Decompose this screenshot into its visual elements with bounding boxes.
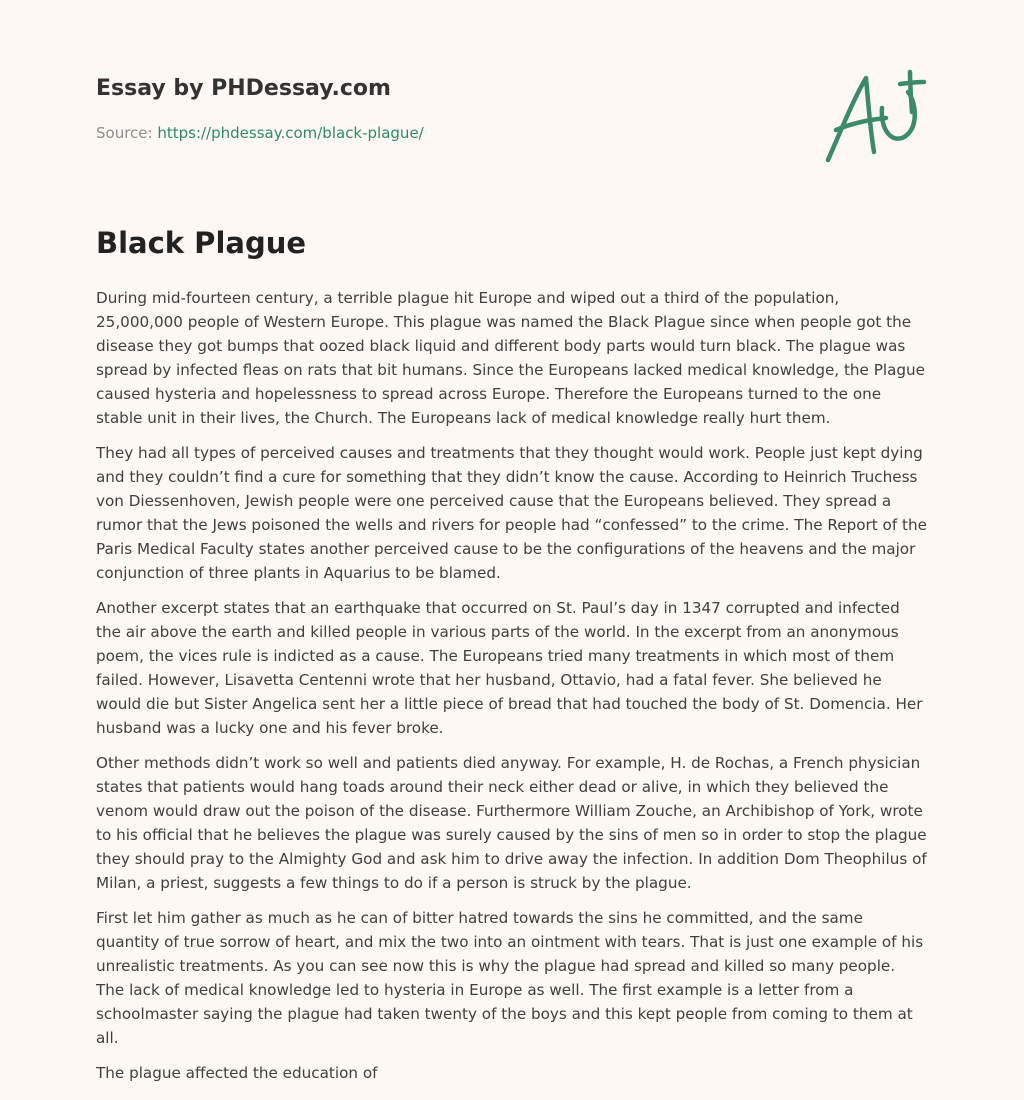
paragraph: During mid-fourteen century, a terrible plague hit Europe and wiped out a third of the population, 25,000,000 people of Western Europe. This plague was named the Black Plague since when people got the disease they got bumps that oozed black liquid and different body parts would turn black. The plague was spread by infected fleas on rats that bit humans. Since the Europeans lacked medical knowledge, the Plague caused hysteria and hopelessness to spread across Europe. Therefore the Europeans turned to the one stable unit in their lives, the Church. The Europeans lack of medical knowledge really hurt them.: [96, 289, 926, 427]
paragraph: Another excerpt states that an earthquake that occurred on St. Paul’s day in 1347 corrupted and infected the air above the earth and killed people in various parts of the world. In the excerpt from an anonymous poem, the vices rule is indicted as a cause. The Europeans tried many treatments in which most of them failed. However, Lisavetta Centenni wrote that her husband, Ottavio, had a fatal fever. She believed he would die but Sister Angelica sent her a little piece of bread that had touched the body of St. Domencia. Her husband was a lucky one and his fever broke.: [96, 599, 923, 737]
source-label: Source:: [96, 124, 158, 142]
essay-title: Black Plague: [96, 226, 307, 260]
a-plus-logo: [820, 68, 928, 166]
paragraph: First let him gather as much as he can of bitter hatred towards the sins he committed, and the same quantity of true sorrow of heart, and mix the two into an ointment with tears. That is just one example of his unrealistic treatments. As you can see now this is why the plague had spread and killed so many people. The lack of medical knowledge led to hysteria in Europe as well. The first example is a letter from a schoolmaster saying the plague had taken twenty of the boys and this kept people from coming to them at all.: [96, 909, 924, 1047]
site-brand: Essay by PHDessay.com: [96, 76, 391, 101]
source-link[interactable]: https://phdessay.com/black-plague/: [157, 124, 424, 142]
paragraph: Other methods didn’t work so well and patients died anyway. For example, H. de Rochas, a French physician states that patients would hang toads around their neck either dead or alive, in which they believed the venom would draw out the poison of the disease. Furthermore William Zouche, an Archibishop of York, wrote to his official that he believes the plague was surely caused by the sins of men so in order to stop the plague they should pray to the Almighty God and ask him to drive away the infection. In addition Dom Theophilus of Milan, a priest, suggests a few things to do if a person is struck by the plague.: [96, 754, 927, 892]
paragraph: The plague affected the education of: [96, 1064, 378, 1082]
paragraph: They had all types of perceived causes and treatments that they thought would work. People just kept dying and they couldn’t find a cure for something that they didn’t know the cause. According to Heinrich Truchess von Diessenhoven, Jewish people were one perceived cause that the Europeans believed. They spread a rumor that the Jews poisoned the wells and rivers for people had “confessed” to the crime. The Report of the Paris Medical Faculty states another perceived cause to be the configurations of the heavens and the major conjunction of three plants in Aquarius to be blamed.: [96, 444, 927, 582]
essay-body: [96, 286, 928, 1096]
source-line: [96, 124, 424, 142]
